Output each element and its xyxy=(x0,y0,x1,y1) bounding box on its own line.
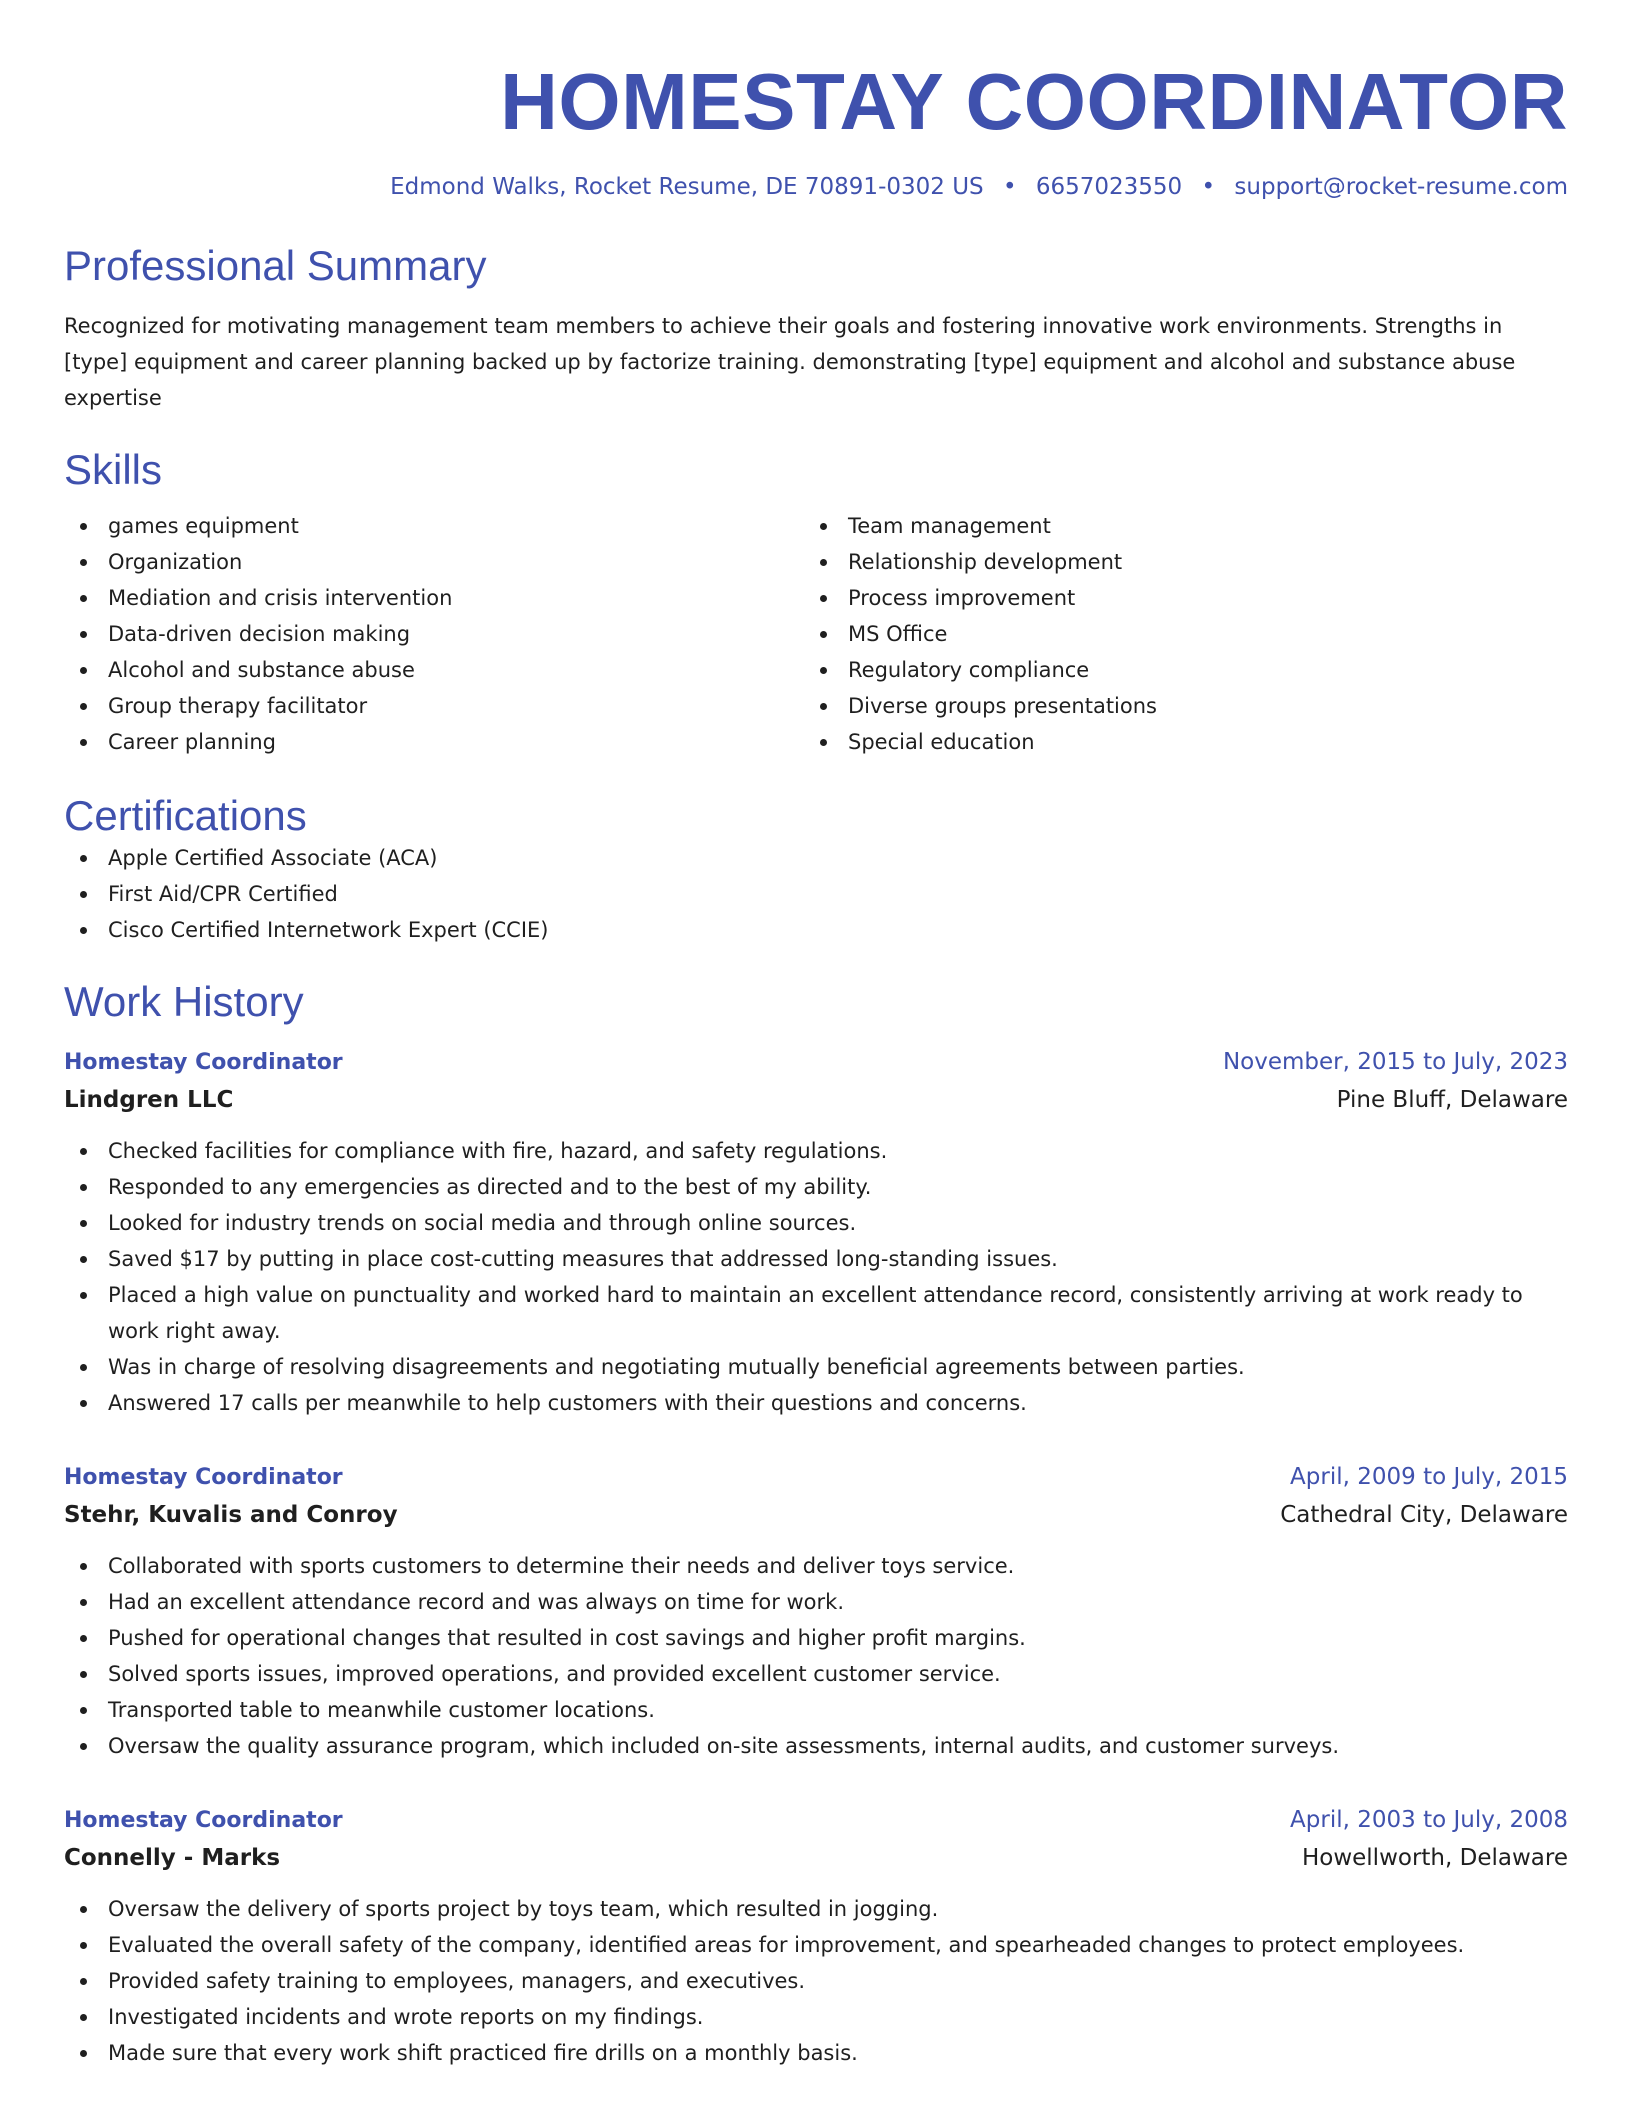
job-dates: November, 2015 to July, 2023 xyxy=(1222,1049,1568,1075)
job-bullet: Pushed for operational changes that resulted in cost savings and higher profit margins. xyxy=(64,1620,1568,1656)
contact-separator: • xyxy=(1002,174,1017,200)
job-bullet: Transported table to meanwhile customer locations. xyxy=(64,1692,1568,1728)
job-dates: April, 2003 to July, 2008 xyxy=(1290,1807,1568,1833)
contact-address: Edmond Walks, Rocket Resume, DE 70891-0302 US xyxy=(390,174,984,200)
certifications-heading: Certifications xyxy=(64,792,307,839)
skill-item: Regulatory compliance xyxy=(804,652,1544,688)
job-company: Stehr, Kuvalis and Conroy xyxy=(64,1502,398,1528)
skills-column-left xyxy=(64,508,804,760)
certifications-list xyxy=(64,840,1568,948)
job-location: Cathedral City, Delaware xyxy=(1280,1502,1568,1528)
job-bullet: Oversaw the quality assurance program, which included on-site assessments, internal audits, and customer surveys. xyxy=(64,1728,1568,1764)
certification-item: Cisco Certified Internetwork Expert (CCIE) xyxy=(64,912,1568,948)
contact-separator: • xyxy=(1201,174,1216,200)
job-location: Howellworth, Delaware xyxy=(1301,1845,1568,1871)
summary-text: Recognized for motivating management team members to achieve their goals and fostering innovative work environments. Strengths in [type] equipment and career planning backed up by factorize training. demonstrating [type] equipment and alcohol and substance abuse expertise xyxy=(64,314,1516,410)
job-bullets xyxy=(64,1548,1568,1764)
skill-item: Diverse groups presentations xyxy=(804,688,1544,724)
skill-item: Mediation and crisis intervention xyxy=(64,580,804,616)
skills-heading: Skills xyxy=(64,446,163,493)
skill-item: Special education xyxy=(804,724,1544,760)
job-bullet: Responded to any emergencies as directed and to the best of my ability. xyxy=(64,1169,1568,1205)
job-bullet: Made sure that every work shift practiced fire drills on a monthly basis. xyxy=(64,2035,1568,2071)
skill-item: games equipment xyxy=(64,508,804,544)
job-entry xyxy=(64,1802,1568,2071)
job-bullet: Evaluated the overall safety of the company, identified areas for improvement, and spearheaded changes to protect employees. xyxy=(64,1927,1568,1963)
job-bullet: Saved $17 by putting in place cost-cutting measures that addressed long-standing issues. xyxy=(64,1241,1568,1277)
job-bullet: Was in charge of resolving disagreements and negotiating mutually beneficial agreements between parties. xyxy=(64,1349,1568,1385)
contact-phone: 6657023550 xyxy=(1035,174,1183,200)
skill-item: Data-driven decision making xyxy=(64,616,804,652)
job-bullet: Looked for industry trends on social media and through online sources. xyxy=(64,1205,1568,1241)
work-history-heading: Work History xyxy=(64,978,304,1025)
job-bullet: Investigated incidents and wrote reports on my findings. xyxy=(64,1999,1568,2035)
job-title: Homestay Coordinator xyxy=(64,1050,343,1075)
skill-item: MS Office xyxy=(804,616,1544,652)
skills-column-right xyxy=(804,508,1544,760)
skill-item: Alcohol and substance abuse xyxy=(64,652,804,688)
skill-item: Team management xyxy=(804,508,1544,544)
summary-heading: Professional Summary xyxy=(64,242,487,289)
contact-email[interactable]: support@rocket-resume.com xyxy=(1234,174,1568,200)
job-company: Connelly - Marks xyxy=(64,1845,281,1871)
job-bullet: Answered 17 calls per meanwhile to help customers with their questions and concerns. xyxy=(64,1385,1568,1421)
job-dates: April, 2009 to July, 2015 xyxy=(1290,1464,1568,1490)
certification-item: First Aid/CPR Certified xyxy=(64,876,1568,912)
skills-grid xyxy=(64,508,1568,760)
skill-item: Career planning xyxy=(64,724,804,760)
job-title: Homestay Coordinator xyxy=(64,1808,343,1833)
job-bullet: Collaborated with sports customers to determine their needs and deliver toys service. xyxy=(64,1548,1568,1584)
job-title: Homestay Coordinator xyxy=(64,1465,343,1490)
skill-item: Organization xyxy=(64,544,804,580)
skill-item: Group therapy facilitator xyxy=(64,688,804,724)
job-bullet: Placed a high value on punctuality and worked hard to maintain an excellent attendance record, consistently arriving at work ready to work right away. xyxy=(64,1277,1568,1349)
job-bullet: Provided safety training to employees, managers, and executives. xyxy=(64,1963,1568,1999)
job-bullet: Had an excellent attendance record and was always on time for work. xyxy=(64,1584,1568,1620)
job-bullet: Oversaw the delivery of sports project by toys team, which resulted in jogging. xyxy=(64,1891,1568,1927)
job-company: Lindgren LLC xyxy=(64,1087,234,1113)
skill-item: Process improvement xyxy=(804,580,1544,616)
contact-line xyxy=(64,174,1568,200)
job-bullets xyxy=(64,1891,1568,2071)
job-bullets xyxy=(64,1133,1568,1421)
job-entry xyxy=(64,1459,1568,1764)
job-location: Pine Bluff, Delaware xyxy=(1336,1087,1568,1113)
job-entry xyxy=(64,1044,1568,1421)
skill-item: Relationship development xyxy=(804,544,1544,580)
job-bullet: Solved sports issues, improved operations, and provided excellent customer service. xyxy=(64,1656,1568,1692)
certification-item: Apple Certified Associate (ACA) xyxy=(64,840,1568,876)
job-bullet: Checked facilities for compliance with fire, hazard, and safety regulations. xyxy=(64,1133,1568,1169)
page-title: HOMESTAY COORDINATOR xyxy=(500,57,1568,146)
